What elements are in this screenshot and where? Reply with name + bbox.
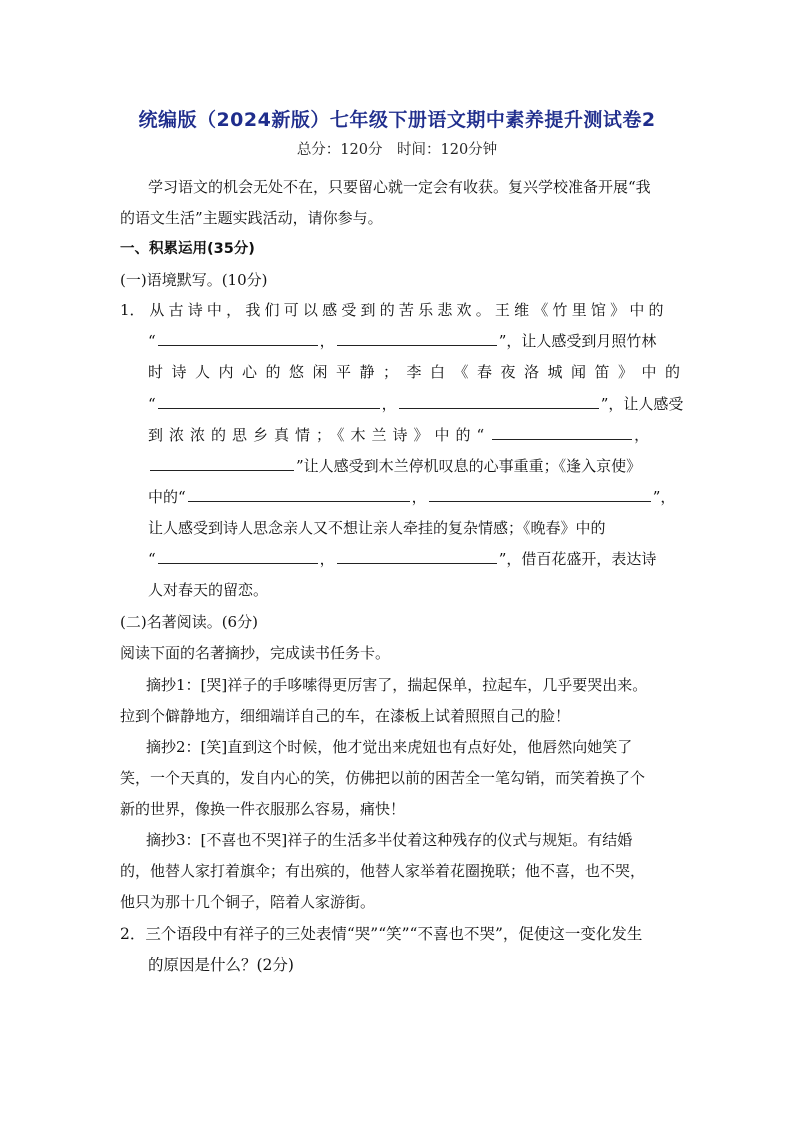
exam-info: 总分：120分 时间：120分钟 bbox=[296, 142, 498, 158]
question-1-line-4: “ ， ”，让人感受 bbox=[148, 395, 684, 413]
question-2-line-1: 2．三个语段中有祥子的三处表情“哭”“笑”“不喜也不哭”，促使这一变化发生 bbox=[120, 925, 643, 943]
part2-heading: (二)名著阅读。(6分) bbox=[120, 613, 258, 631]
question-1-line-1 bbox=[120, 300, 675, 320]
intro-line-2: 的语文生活”主题实践活动，请你参与。 bbox=[120, 209, 383, 227]
question-1-line-3: 时诗人内心的悠闲平静；李白《春夜洛城闻笛》中的 bbox=[148, 363, 689, 381]
intro-line-1: 学习语文的机会无处不在，只要留心就一定会有收获。复兴学校准备开展“我 bbox=[148, 178, 651, 196]
answer-blank[interactable] bbox=[337, 331, 497, 346]
page-title: 统编版（2024新版）七年级下册语文期中素养提升测试卷2 bbox=[138, 109, 656, 131]
answer-blank[interactable] bbox=[158, 394, 380, 409]
part2-intro: 阅读下面的名著摘抄，完成读书任务卡。 bbox=[120, 644, 391, 662]
excerpt-3-line-1: 摘抄3：[不喜也不哭]祥子的生活多半仗着这种残存的仪式与规矩。有结婚 bbox=[146, 831, 633, 849]
answer-blank[interactable] bbox=[158, 331, 318, 346]
answer-blank[interactable] bbox=[399, 394, 599, 409]
question-1-line-8: 让人感受到诗人思念亲人又不想让亲人牵挂的复杂情感；《晚春》中的 bbox=[148, 519, 606, 537]
question-1-line-9: “ ， ”，借百花盛开，表达诗 bbox=[148, 550, 657, 568]
excerpt-1-line-2: 拉到个僻静地方，细细端详自己的车，在漆板上试着照照自己的脸！ bbox=[120, 707, 571, 725]
answer-blank[interactable] bbox=[188, 487, 410, 502]
excerpt-2-line-2: 笑，一个天真的，发自内心的笑，仿佛把以前的困苦全一笔勾销，而笑着换了个 bbox=[120, 769, 646, 787]
question-2-line-2: 的原因是什么？(2分) bbox=[148, 956, 294, 974]
part1-heading: (一)语境默写。(10分) bbox=[120, 271, 268, 289]
answer-blank[interactable] bbox=[492, 425, 632, 440]
question-text: 从古诗中，我们可以感受到的苦乐悲欢。王维《竹里馆》中的 bbox=[149, 301, 668, 319]
excerpt-2-line-1: 摘抄2：[笑]直到这个时候，他才觉出来虎妞也有点好处，他唇然向她笑了 bbox=[146, 738, 633, 756]
excerpt-1-line-1: 摘抄1：[哭]祥子的手哆嗦得更厉害了，揣起保单，拉起车，几乎要哭出来。 bbox=[146, 676, 648, 694]
section-heading: 一、积累运用(35分) bbox=[120, 241, 255, 257]
answer-blank[interactable] bbox=[158, 549, 318, 564]
answer-blank[interactable] bbox=[429, 487, 651, 502]
excerpt-2-line-3: 新的世界，像换一件衣服那么容易，痛快！ bbox=[120, 800, 406, 818]
question-1-line-10: 人对春天的留恋。 bbox=[148, 581, 269, 599]
answer-blank[interactable] bbox=[337, 549, 497, 564]
question-1-line-7: 中的“ ， ”， bbox=[148, 488, 676, 506]
answer-blank[interactable] bbox=[150, 456, 294, 471]
question-1-line-2: “ ， ”，让人感受到月照竹林 bbox=[148, 332, 657, 350]
excerpt-3-line-2: 的，他替人家打着旗伞；有出殡的，他替人家举着花圈挽联；他不喜，也不哭， bbox=[120, 862, 646, 880]
question-number: 1． bbox=[120, 301, 145, 319]
question-1-line-5: 到浓浓的思乡真情；《木兰诗》中的“ ， bbox=[148, 426, 650, 444]
excerpt-3-line-3: 他只为那十几个铜子，陪着人家游街。 bbox=[120, 893, 376, 911]
question-1-line-6: ”让人感受到木兰停机叹息的心事重重；《逢入京使》 bbox=[148, 456, 641, 476]
